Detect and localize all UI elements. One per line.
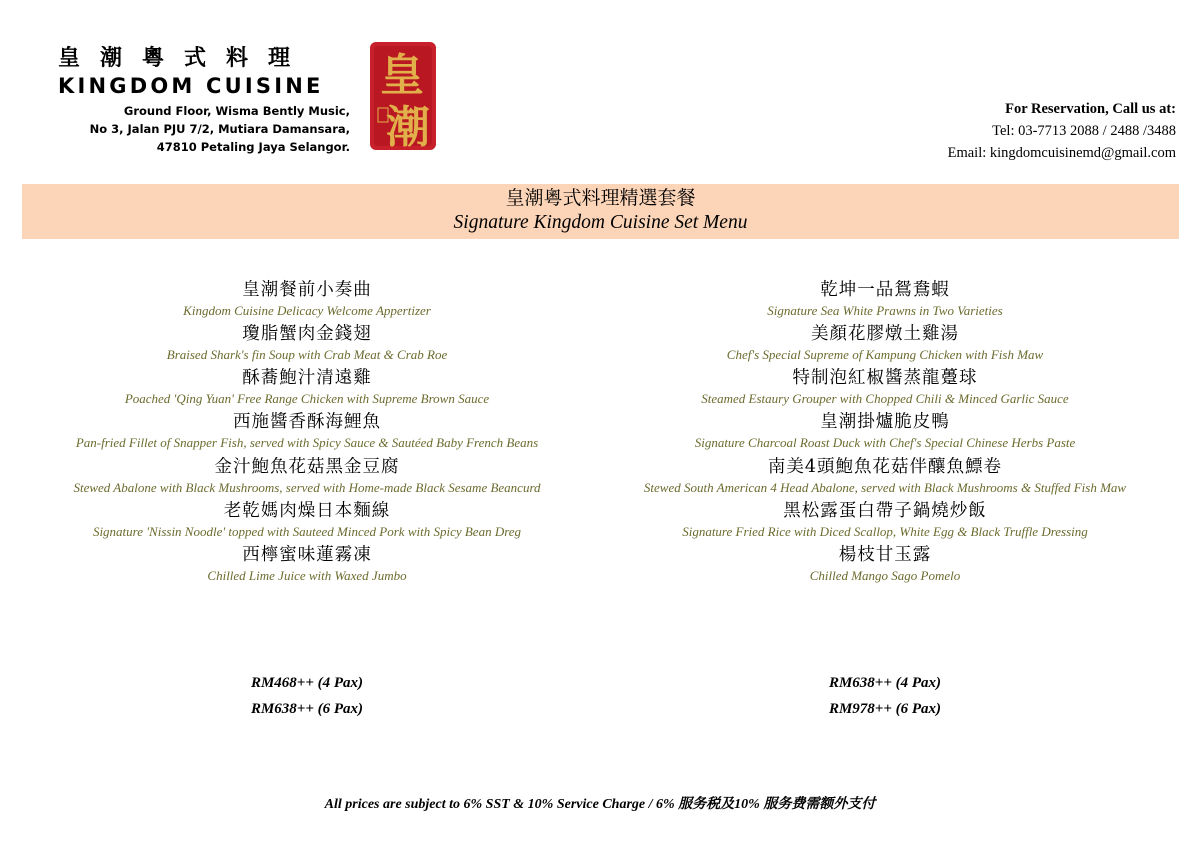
dish-item bbox=[600, 543, 1170, 585]
menu-title-cn: 皇潮粵式料理精選套餐 bbox=[505, 187, 696, 209]
dish-name-en: Stewed Abalone with Black Mushrooms, served with Home-made Black Sesame Beancurd bbox=[73, 480, 541, 495]
dish-name-en: Chilled Mango Sago Pomelo bbox=[809, 568, 961, 583]
dish-item bbox=[22, 455, 592, 497]
dish-name-cn: 酥蕎鮑汁清遠雞 bbox=[242, 368, 372, 388]
dish-item bbox=[22, 366, 592, 408]
address-line-1: Ground Floor, Wisma Bently Music, bbox=[123, 104, 350, 118]
telephone: Tel: 03-7713 2088 / 2488 /3488 bbox=[992, 123, 1176, 139]
restaurant-name-en: KINGDOM CUISINE bbox=[58, 74, 324, 98]
menu-title-en: Signature Kingdom Cuisine Set Menu bbox=[453, 212, 748, 233]
dish-name-cn: 黑松露蛋白帶子鍋燒炒飯 bbox=[783, 501, 987, 521]
dish-name-cn: 西檸蜜味蓮霧凍 bbox=[242, 545, 372, 565]
dish-name-en: Kingdom Cuisine Delicacy Welcome Appertizer bbox=[183, 303, 431, 318]
dish-name-en: Steamed Estaury Grouper with Chopped Chili & Minced Garlic Sauce bbox=[701, 391, 1069, 406]
dish-item bbox=[22, 499, 592, 541]
dish-name-en: Signature Charcoal Roast Duck with Chef's Special Chinese Herbs Paste bbox=[694, 435, 1076, 450]
dish-item bbox=[22, 410, 592, 452]
reservation-heading: For Reservation, Call us at: bbox=[1005, 101, 1176, 117]
address-line-3: 47810 Petaling Jaya Selangor. bbox=[156, 140, 350, 154]
menu-title-banner bbox=[22, 184, 1179, 239]
dish-name-cn: 乾坤一品鴛鴦蝦 bbox=[820, 280, 950, 300]
dish-name-cn: 皇潮餐前小奏曲 bbox=[242, 280, 372, 300]
dish-name-cn: 南美4頭鮑魚花菇伴釀魚鰾卷 bbox=[767, 457, 1003, 477]
restaurant-name-cn: 皇潮粵式料理 bbox=[58, 45, 311, 71]
set-menu-left bbox=[22, 278, 592, 587]
dish-name-cn: 美顏花膠燉土雞湯 bbox=[811, 324, 959, 344]
dish-name-en: Pan-fried Fillet of Snapper Fish, served with Spicy Sauce & Sautéed Baby French Beans bbox=[75, 435, 539, 450]
set-menu-right bbox=[600, 278, 1170, 587]
dish-name-en: Signature 'Nissin Noodle' topped with Sauteed Minced Pork with Spicy Bean Dreg bbox=[92, 524, 522, 539]
address bbox=[58, 102, 350, 156]
price-6-pax: RM978++ (6 Pax) bbox=[828, 701, 942, 717]
dish-item bbox=[600, 322, 1170, 364]
brand-block bbox=[58, 44, 358, 156]
kingdom-logo bbox=[368, 40, 450, 152]
price-4-pax: RM468++ (4 Pax) bbox=[250, 675, 364, 691]
dish-item bbox=[600, 499, 1170, 541]
dish-item bbox=[22, 322, 592, 364]
dish-name-cn: 金汁鮑魚花菇黑金豆腐 bbox=[214, 457, 400, 477]
dish-item bbox=[600, 455, 1170, 497]
price-4-pax: RM638++ (4 Pax) bbox=[828, 675, 942, 691]
dish-name-cn: 瓊脂蟹肉金錢翅 bbox=[242, 324, 372, 344]
dish-name-en: Stewed South American 4 Head Abalone, served with Black Mushrooms & Stuffed Fish Maw bbox=[643, 480, 1127, 495]
dish-item bbox=[600, 278, 1170, 320]
dish-item bbox=[22, 543, 592, 585]
price-6-pax: RM638++ (6 Pax) bbox=[250, 701, 364, 717]
dish-name-en: Braised Shark's fin Soup with Crab Meat & Crab Roe bbox=[166, 347, 448, 362]
dish-name-cn: 皇潮掛爐脆皮鴨 bbox=[820, 412, 950, 432]
svg-text:皇: 皇 bbox=[380, 50, 424, 101]
dish-name-en: Chilled Lime Juice with Waxed Jumbo bbox=[207, 568, 407, 583]
dish-name-cn: 老乾媽肉燥日本麵線 bbox=[223, 501, 391, 521]
dish-name-en: Signature Sea White Prawns in Two Varieties bbox=[767, 303, 1003, 318]
email: Email: kingdomcuisinemd@gmail.com bbox=[947, 145, 1176, 161]
dish-item bbox=[600, 366, 1170, 408]
dish-name-cn: 西施醬香酥海鯉魚 bbox=[233, 412, 381, 432]
dish-name-cn: 特制泡紅椒醬蒸龍躉球 bbox=[792, 368, 978, 388]
tax-footnote: All prices are subject to 6% SST & 10% Service Charge / 6% 服务税及10% 服务费需额外支付 bbox=[324, 797, 876, 812]
dish-name-cn: 楊枝甘玉露 bbox=[838, 545, 932, 565]
dish-name-en: Signature Fried Rice with Diced Scallop, White Egg & Black Truffle Dressing bbox=[682, 524, 1088, 539]
dish-item bbox=[22, 278, 592, 320]
price-block-left bbox=[22, 670, 592, 722]
dish-item bbox=[600, 410, 1170, 452]
dish-name-en: Chef's Special Supreme of Kampung Chicken with Fish Maw bbox=[726, 347, 1044, 362]
contact-info bbox=[948, 98, 1176, 164]
dish-name-en: Poached 'Qing Yuan' Free Range Chicken with Supreme Brown Sauce bbox=[124, 391, 490, 406]
address-line-2: No 3, Jalan PJU 7/2, Mutiara Damansara, bbox=[89, 122, 350, 136]
price-block-right bbox=[600, 670, 1170, 722]
svg-text:潮: 潮 bbox=[386, 102, 430, 152]
